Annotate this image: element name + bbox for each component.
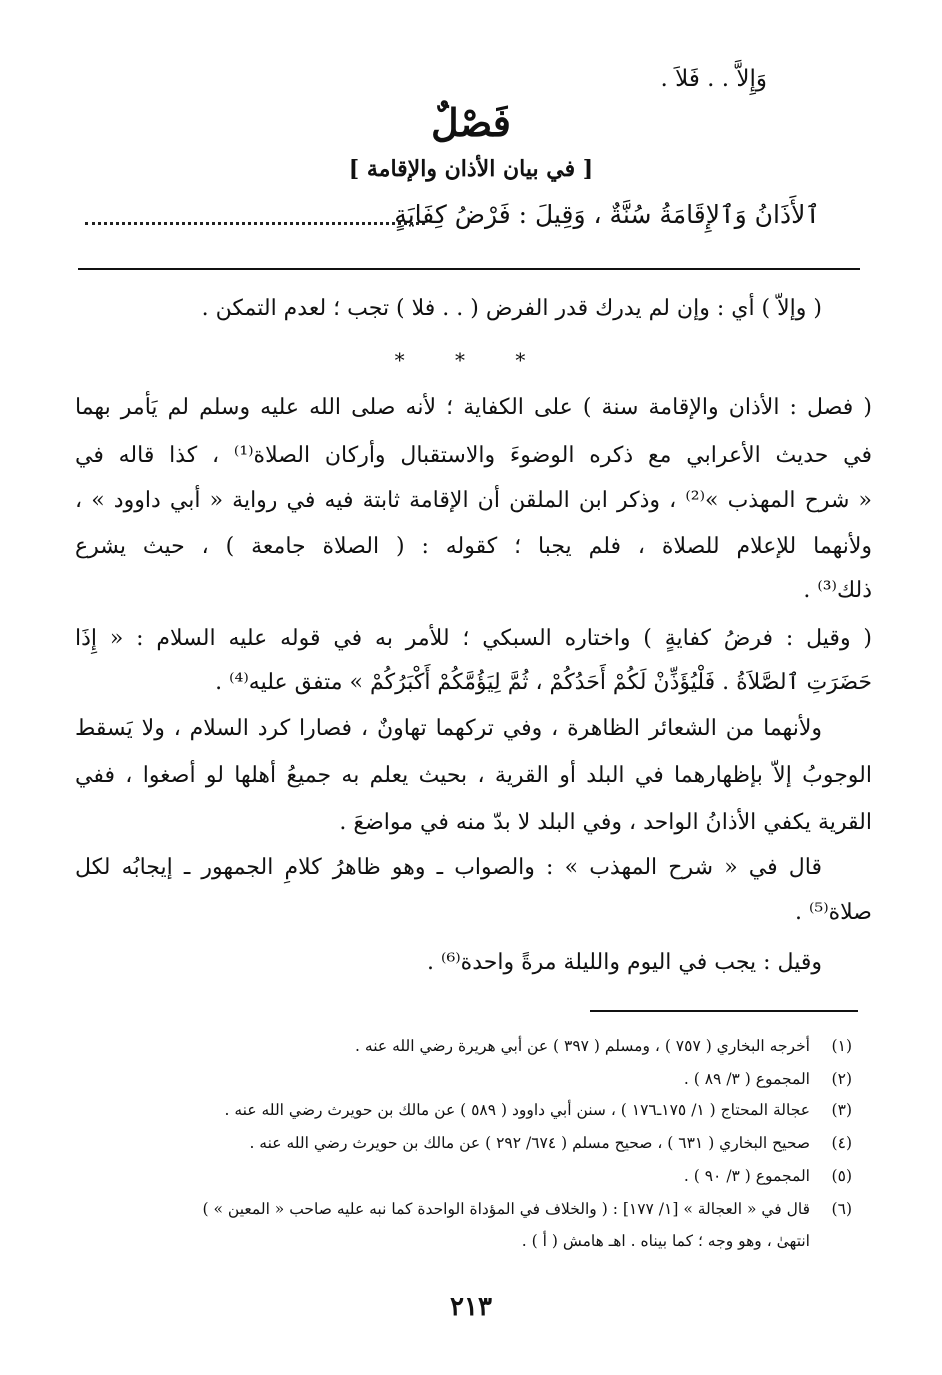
footnote: (٥)المجموع ( ٣/ ٩٠ ) . <box>683 1167 852 1185</box>
commentary-line: « شرح المهذب »⁽²⁾ ، وذكر ابن الملقن أن الإقامة ثابتة فيه في رواية « أبي داوود » ، <box>75 488 872 513</box>
commentary-line: وقيل : يجب في اليوم والليلة مرةً واحدة⁽⁶⁾ . <box>427 950 822 975</box>
header-text: وَإِلاَّ . . فَلاَ . <box>660 66 767 92</box>
commentary-line: الوجوبُ إلاّ بإظهارهما في البلد أو القرية ، بحيث يعلم به جميعُ أهلها لو أصغوا ، ففي <box>75 763 872 788</box>
commentary-line: ( وإلاّ ) أي : وإن لم يدرك قدر الفرض ( . . فلا ) تجب ؛ لعدم التمكن . <box>201 296 822 321</box>
commentary-line: صلاة⁽⁵⁾ . <box>795 900 872 925</box>
footnote: (٣)عجالة المحتاج ( ١/ ١٧٥ـ١٧٦ ) ، سنن أبي داوود ( ٥٨٩ ) عن مالك بن حويرث رضي الله عنه . <box>224 1101 852 1119</box>
commentary-line: القرية يكفي الأذانُ الواحد ، وفي البلد لا بدّ منه في مواضعَ . <box>339 810 872 835</box>
page-number: ٢١٣ <box>450 1292 492 1322</box>
commentary-line: ( فصل : الأذان والإقامة سنة ) على الكفاية ؛ لأنه صلى الله عليه وسلم لم يَأمر بهما <box>75 395 872 420</box>
commentary-line: في حديث الأعرابي مع ذكره الوضوءَ والاستقبال وأركان الصلاة⁽¹⁾ ، كذا قاله في <box>75 443 873 468</box>
chapter-subtitle: [ في بيان الأذان والإقامة ] <box>348 156 594 182</box>
commentary-line: ذلك⁽³⁾ . <box>803 578 872 603</box>
chapter-heading: فَصْلٌ <box>431 100 511 145</box>
commentary-line: ( وقيل : فرضُ كفايةٍ ) واختاره السبكي ؛ للأمر به في قوله عليه السلام : « إِذَا <box>75 626 872 651</box>
commentary-line: ولأنهما من الشعائر الظاهرة ، وفي تركهما تهاونٌ ، فصارا كرد السلام ، ولا يَسقط <box>75 716 822 741</box>
footnote: (٢)المجموع ( ٣/ ٨٩ ) . <box>683 1070 852 1088</box>
commentary-line: ولأنهما للإعلام للصلاة ، فلم يجبا ؛ كقوله : ( الصلاة جامعة ) ، حيث يشرع <box>75 534 872 559</box>
separator-stars: * * * <box>394 348 548 372</box>
dotted-leader <box>85 212 425 225</box>
footnote: (٤)صحيح البخاري ( ٦٣١ ) ، صحيح مسلم ( ٦٧٤/ ٢٩٢ ) عن مالك بن حويرث رضي الله عنه . <box>249 1134 852 1152</box>
commentary-line: قال في « شرح المهذب » : والصواب ـ وهو ظاهرُ كلامِ الجمهور ـ إيجابُه لكل <box>75 855 822 880</box>
commentary-line: حَضَرَتِ ٱلصَّلاَةُ . فَلْيُؤَذِّنْ لَكُمْ أَحَدُكُمْ ، ثُمَّ لِيَؤُمَّكُمْ أَكْبَرُكُمْ » متفق عليه⁽⁴⁾ . <box>215 670 872 695</box>
matn-line: ٱلأَذَانُ وَٱلإِقَامَةُ سُنَّةٌ ، وَقِيلَ : فَرْضُ كِفَايَةٍ <box>394 200 820 229</box>
footnote: (٦)قال في « العجالة » [١/ ١٧٧] : ( والخلاف في المؤداة الواحدة كما نبه عليه صاحب « المعين » ) <box>202 1200 852 1218</box>
main-divider <box>78 268 860 270</box>
footnote: انتهىٰ ، وهو وجه ؛ كما بيناه . اهـ هامش ( أ ) . <box>521 1232 810 1250</box>
footnote-divider <box>590 1010 858 1012</box>
footnote: (١)أخرجه البخاري ( ٧٥٧ ) ، ومسلم ( ٣٩٧ ) عن أبي هريرة رضي الله عنه . <box>355 1037 852 1055</box>
